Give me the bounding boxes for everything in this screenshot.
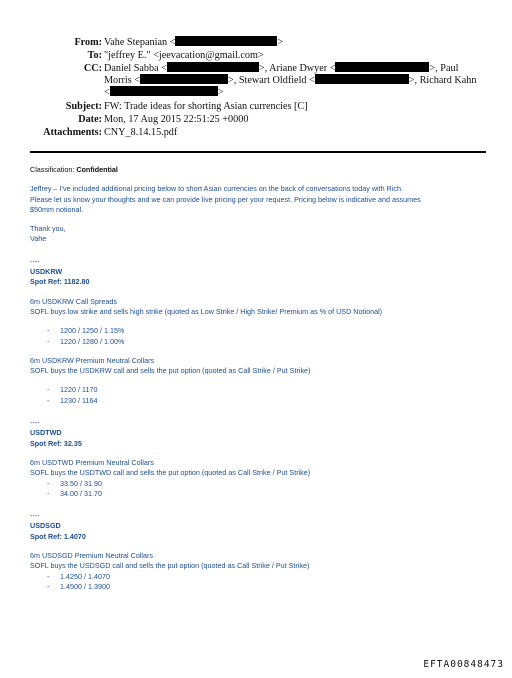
date-label: Date: (78, 114, 102, 125)
redaction-block (167, 62, 259, 72)
redaction-block (110, 86, 218, 96)
header-divider (30, 151, 486, 153)
cc-field-line2: Morris < >, Stewart Oldfield < >, Richard Kahn (104, 75, 477, 86)
strategy-desc: SOFL buys the USDTWD call and sells the put option (quoted as Call Strike / Put Strike) (30, 468, 311, 478)
redaction-block (140, 74, 228, 84)
to-field: "jeffrey E." <jeevacation@gmail.com> (104, 50, 264, 61)
strategy-title: 6m USDKRW Call Spreads (30, 296, 117, 306)
attachment-link[interactable]: CNY_8.14.15.pdf (104, 127, 178, 138)
quote-item: - 1220 / 1170 (47, 385, 98, 395)
quote-item: - 1.4250 / 1.4070 (47, 571, 110, 581)
strategy-desc: SOFL buys the USDSGD call and sells the put option (quoted as Call Strike / Put Strike) (30, 561, 310, 571)
quote-item: - 1220 / 1280 / 1.00% (47, 336, 125, 346)
email-header (0, 0, 512, 150)
quote-item: - 1230 / 1164 (47, 395, 98, 405)
strategy-title: 6m USDSGD Premium Neutral Collars (30, 551, 154, 561)
signature-name: Vahe (30, 234, 47, 244)
quote-item: - 34.00 / 31.70 (47, 488, 102, 498)
spot-ref: Spot Ref: 32.35 (30, 438, 82, 448)
strategy-desc: SOFL buys low strike and sells high strike (quoted as Low Strike / High Strike/ Premium as % of USD Notional) (30, 306, 383, 316)
attachments-label: Attachments: (43, 127, 102, 138)
strategy-desc: SOFL buys the USDKRW call and sells the put option (quoted as Call Strike / Put Strike) (30, 366, 311, 376)
quote-item: - 1.4500 / 1.3900 (47, 581, 110, 591)
strategy-title: 6m USDKRW Premium Neutral Collars (30, 355, 155, 365)
date-field: Mon, 17 Aug 2015 22:51:25 +0000 (104, 114, 249, 125)
currency-pair: USDKRW (30, 267, 63, 277)
strategy-title: 6m USDTWD Premium Neutral Collars (30, 457, 154, 467)
redaction-block (335, 62, 429, 72)
cc-field-line3: < > (104, 87, 224, 98)
classification-line: Classification: Confidential (30, 165, 118, 174)
to-label: To: (87, 50, 102, 61)
cc-label: CC: (83, 63, 102, 74)
section-separator: ---- (30, 256, 40, 266)
spot-ref: Spot Ref: 1.4070 (30, 531, 86, 541)
closing-line: Thank you, (30, 224, 66, 234)
currency-pair: USDTWD (30, 428, 62, 438)
section-separator: ---- (30, 511, 40, 521)
spot-ref: Spot Ref: 1182.80 (30, 277, 90, 287)
intro-line: $50mm notional. (30, 204, 84, 214)
redaction-block (315, 74, 409, 84)
currency-pair: USDSGD (30, 521, 61, 531)
subject-field: FW: Trade ideas for shorting Asian currencies [C] (104, 101, 308, 112)
email-body (30, 165, 490, 592)
redaction-block (175, 36, 277, 46)
from-field: Vahe Stepanian < > (104, 37, 284, 48)
quote-item: - 1200 / 1250 / 1.15% (47, 326, 125, 336)
section-separator: ---- (30, 418, 40, 428)
bates-number: EFTA00848473 (423, 659, 504, 670)
from-label: From: (74, 37, 102, 48)
subject-label: Subject: (65, 101, 102, 112)
intro-line: Jeffrey – I’ve included additional pricing below to short Asian currencies on the back of conversations today with Rich. (30, 184, 404, 194)
intro-line: Please let us know your thoughts and we can provide live pricing per your request. Pricing below is indicative and assumes (30, 194, 421, 204)
cc-field-line1: Daniel Sabba < >, Ariane Dwyer < >, Paul (104, 63, 459, 74)
quote-item: - 33.50 / 31.90 (47, 478, 102, 488)
